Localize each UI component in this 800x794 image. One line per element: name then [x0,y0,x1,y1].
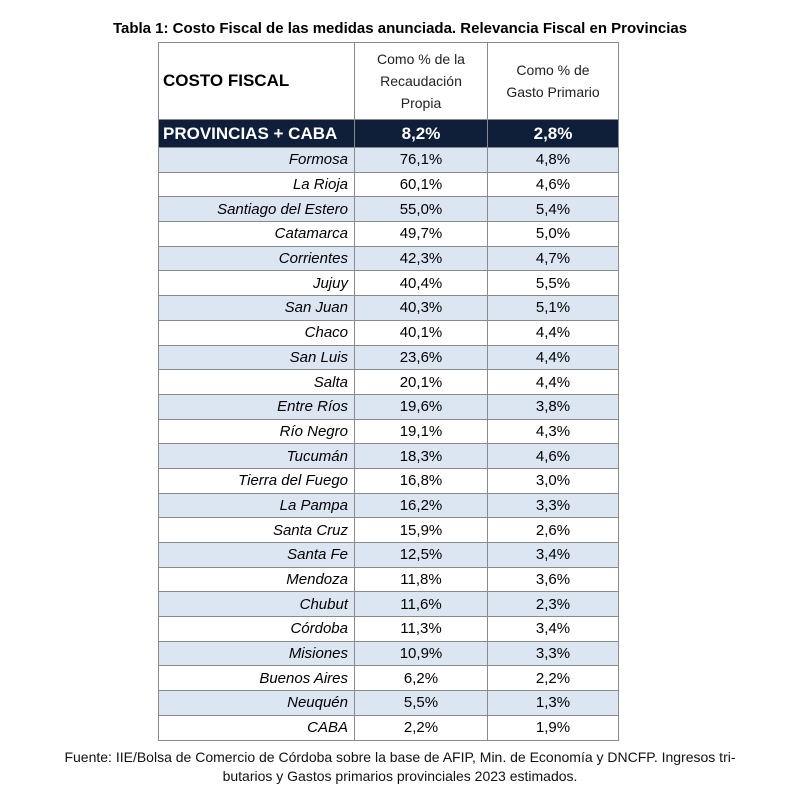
total-name: PROVINCIAS + CABA [159,120,355,148]
recaudacion-value: 23,6% [355,345,488,370]
table-row [159,691,619,716]
source-line: Fuente: IIE/Bolsa de Comercio de Córdoba sobre la base de AFIP, Min. de Economía y DNCFP. Ingresos tri- [64,749,736,765]
province-name: Mendoza [159,567,355,592]
province-name: Catamarca [159,222,355,247]
table-title: Tabla 1: Costo Fiscal de las medidas anunciada. Relevancia Fiscal en Provincias [112,20,688,37]
recaudacion-value: 40,4% [355,271,488,296]
table-row [159,518,619,543]
recaudacion-value: 11,6% [355,592,488,617]
province-name: Chubut [159,592,355,617]
province-name: San Juan [159,296,355,321]
province-name: San Luis [159,345,355,370]
gasto-value: 3,4% [488,543,619,568]
recaudacion-value: 40,3% [355,296,488,321]
province-name: Tierra del Fuego [159,468,355,493]
recaudacion-value: 40,1% [355,320,488,345]
recaudacion-value: 20,1% [355,370,488,395]
province-name: La Rioja [159,172,355,197]
recaudacion-value: 15,9% [355,518,488,543]
province-name: Corrientes [159,246,355,271]
header-col-recaudacion-line: Como % de la [377,51,465,67]
recaudacion-value: 10,9% [355,641,488,666]
header-col-gasto-line: Gasto Primario [506,84,600,100]
table-header-row [159,43,619,120]
table-row [159,666,619,691]
fiscal-cost-table [158,42,619,741]
gasto-value: 3,3% [488,493,619,518]
gasto-value: 4,8% [488,148,619,173]
gasto-value: 4,4% [488,345,619,370]
recaudacion-value: 16,8% [355,468,488,493]
table-row [159,468,619,493]
header-label: COSTO FISCAL [159,43,355,120]
recaudacion-value: 19,6% [355,394,488,419]
table-row [159,592,619,617]
header-col-recaudacion-line: Recaudación [380,73,462,89]
recaudacion-value: 11,8% [355,567,488,592]
province-name: CABA [159,715,355,740]
table-row [159,296,619,321]
table-row [159,493,619,518]
province-name: Misiones [159,641,355,666]
province-name: Entre Ríos [159,394,355,419]
province-name: Buenos Aires [159,666,355,691]
recaudacion-value: 42,3% [355,246,488,271]
recaudacion-value: 76,1% [355,148,488,173]
gasto-value: 2,3% [488,592,619,617]
table-row [159,641,619,666]
table-row [159,148,619,173]
gasto-value: 4,3% [488,419,619,444]
header-col-recaudacion [355,43,488,120]
province-name: Formosa [159,148,355,173]
header-col-gasto-line: Como % de [516,62,590,78]
table-row [159,172,619,197]
table-row [159,271,619,296]
table-row [159,345,619,370]
table-row [159,197,619,222]
table-row [159,567,619,592]
province-name: Córdoba [159,617,355,642]
province-name: Santiago del Estero [159,197,355,222]
source-line: butarios y Gastos primarios provinciales 2023 estimados. [222,768,578,784]
gasto-value: 3,0% [488,468,619,493]
table-row [159,444,619,469]
province-name: Salta [159,370,355,395]
table-row [159,715,619,740]
gasto-value: 4,6% [488,444,619,469]
table-row [159,370,619,395]
recaudacion-value: 49,7% [355,222,488,247]
recaudacion-value: 11,3% [355,617,488,642]
recaudacion-value: 6,2% [355,666,488,691]
header-col-recaudacion-line: Propia [400,95,442,111]
recaudacion-value: 2,2% [355,715,488,740]
province-name: Río Negro [159,419,355,444]
source-note [0,748,800,786]
gasto-value: 2,6% [488,518,619,543]
gasto-value: 4,7% [488,246,619,271]
total-recaudacion: 8,2% [355,120,488,148]
gasto-value: 2,2% [488,666,619,691]
gasto-value: 3,3% [488,641,619,666]
recaudacion-value: 5,5% [355,691,488,716]
total-gasto: 2,8% [488,120,619,148]
gasto-value: 4,4% [488,370,619,395]
table-row [159,246,619,271]
gasto-value: 3,4% [488,617,619,642]
province-name: Neuquén [159,691,355,716]
table-row [159,222,619,247]
recaudacion-value: 60,1% [355,172,488,197]
gasto-value: 1,9% [488,715,619,740]
gasto-value: 3,8% [488,394,619,419]
gasto-value: 1,3% [488,691,619,716]
province-name: Santa Cruz [159,518,355,543]
province-name: Tucumán [159,444,355,469]
province-name: Santa Fe [159,543,355,568]
gasto-value: 5,4% [488,197,619,222]
table-row [159,394,619,419]
table-row [159,320,619,345]
recaudacion-value: 12,5% [355,543,488,568]
header-col-gasto [488,43,619,120]
table-row [159,419,619,444]
gasto-value: 3,6% [488,567,619,592]
gasto-value: 4,6% [488,172,619,197]
gasto-value: 5,0% [488,222,619,247]
table-row [159,617,619,642]
gasto-value: 5,1% [488,296,619,321]
province-name: Chaco [159,320,355,345]
gasto-value: 4,4% [488,320,619,345]
table-row [159,543,619,568]
province-name: Jujuy [159,271,355,296]
recaudacion-value: 18,3% [355,444,488,469]
gasto-value: 5,5% [488,271,619,296]
province-name: La Pampa [159,493,355,518]
recaudacion-value: 19,1% [355,419,488,444]
recaudacion-value: 16,2% [355,493,488,518]
recaudacion-value: 55,0% [355,197,488,222]
total-row [159,120,619,148]
